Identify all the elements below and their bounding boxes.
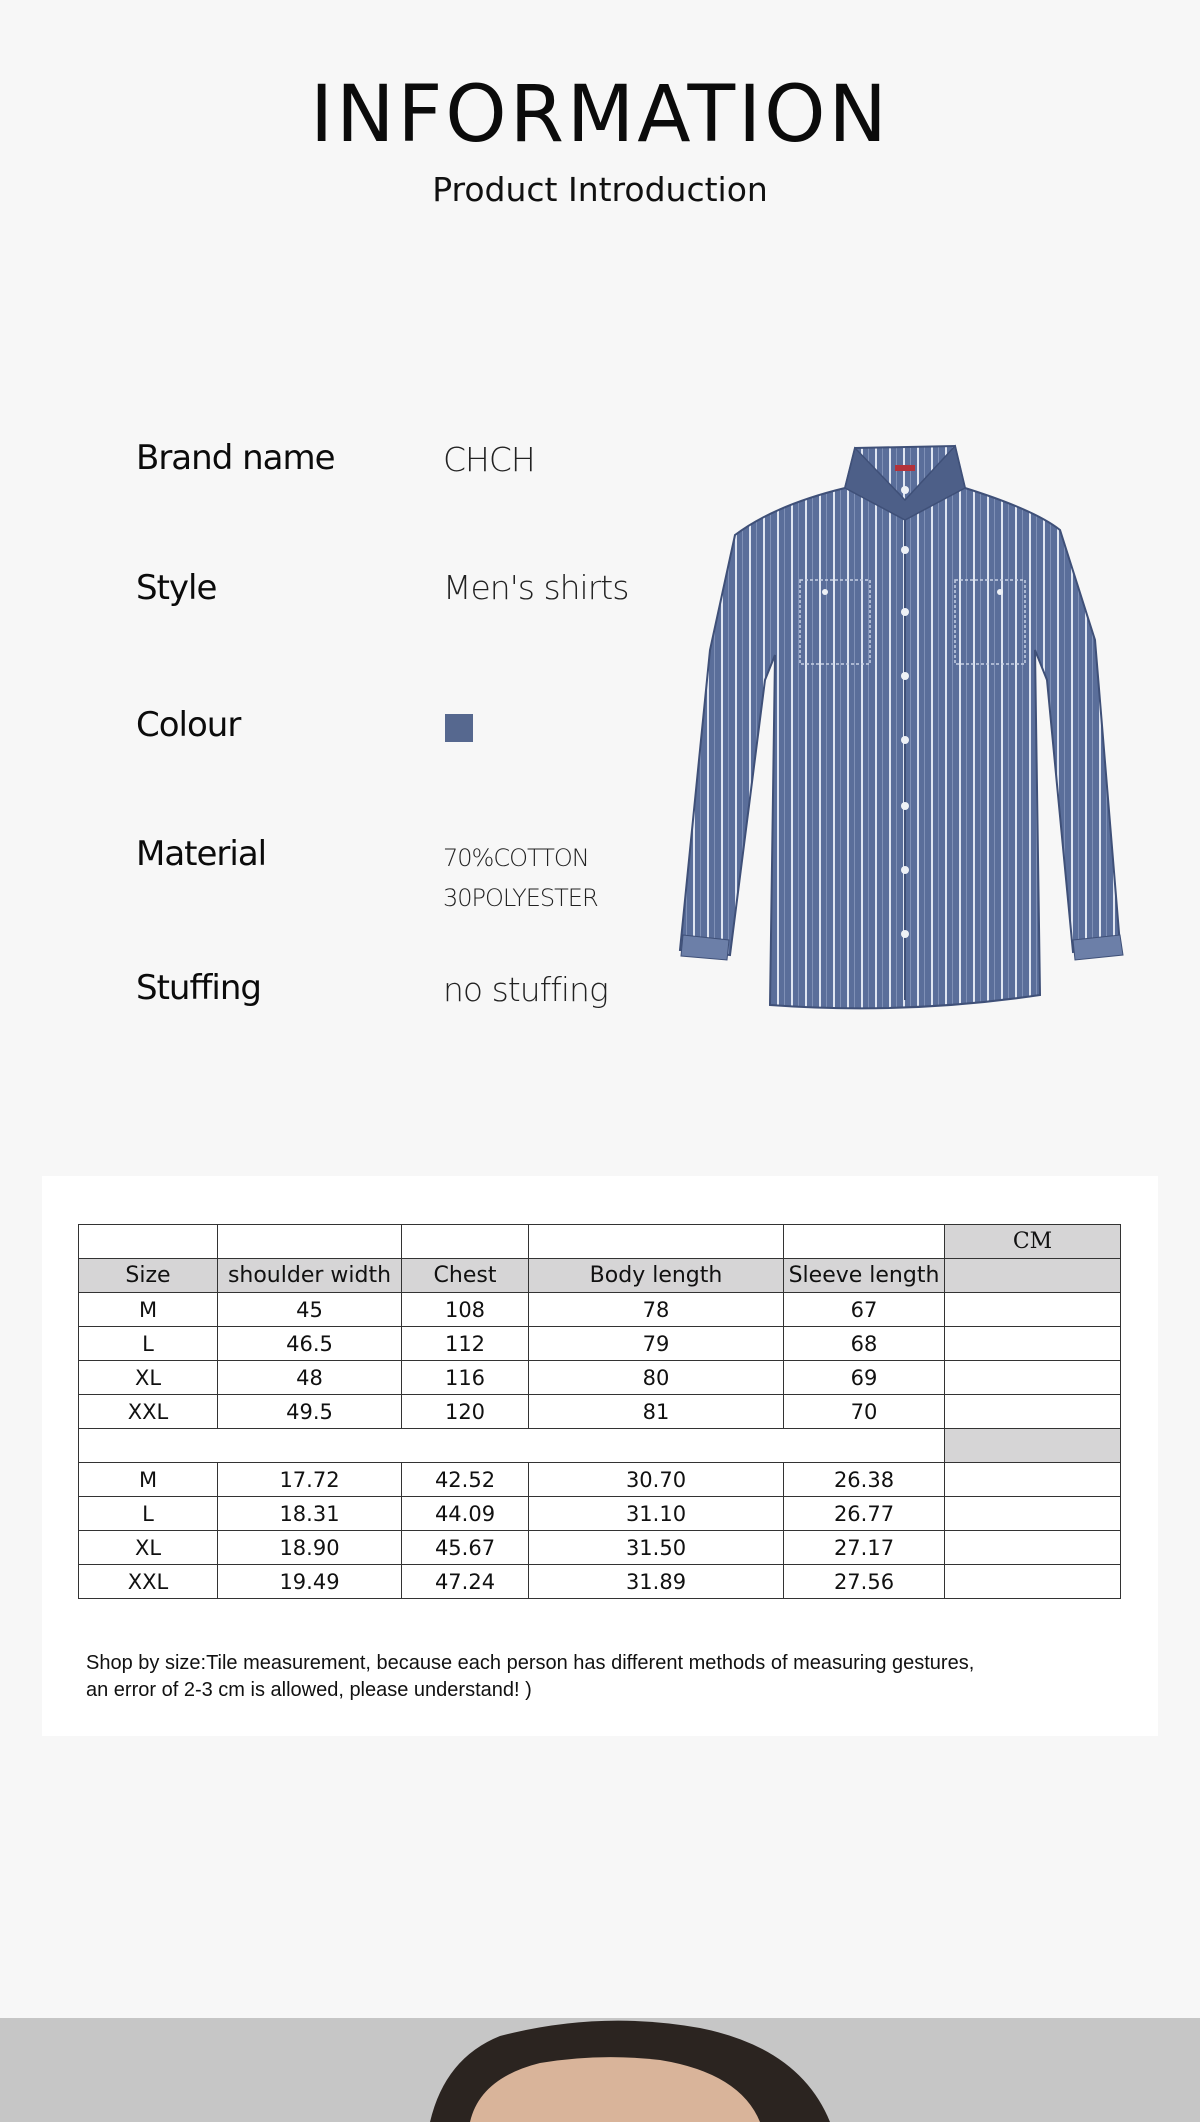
table-cell: M [79, 1293, 218, 1327]
header-body-length: Body length [529, 1259, 784, 1293]
table-row [79, 1531, 1121, 1565]
table-row [79, 1395, 1121, 1429]
style-label: Style [136, 568, 217, 608]
table-cell: 18.31 [218, 1497, 402, 1531]
table-cell: XL [79, 1531, 218, 1565]
material-label: Material [136, 834, 267, 874]
table-row [79, 1497, 1121, 1531]
table-cell: 26.77 [784, 1497, 945, 1531]
table-row [79, 1293, 1121, 1327]
table-cell: XL [79, 1361, 218, 1395]
brand-label: Brand name [136, 438, 335, 478]
colour-swatch [445, 714, 473, 742]
table-cell: 26.38 [784, 1463, 945, 1497]
header-chest: Chest [402, 1259, 529, 1293]
material-line-1: 70%COTTON [443, 844, 589, 872]
material-value [443, 838, 598, 918]
style-value: Men's shirts [443, 568, 629, 607]
stuffing-label: Stuffing [136, 968, 261, 1008]
unit-row [79, 1225, 1121, 1259]
stuffing-value: no stuffing [443, 970, 608, 1009]
size-chart-card [42, 1176, 1158, 1736]
table-cell: 108 [402, 1293, 529, 1327]
header-sleeve-length: Sleeve length [784, 1259, 945, 1293]
size-note-line-2: an error of 2-3 cm is allowed, please understand! ) [86, 1679, 532, 1701]
shirt-image [665, 440, 1145, 1010]
table-cell: 19.49 [218, 1565, 402, 1599]
table-cell: L [79, 1327, 218, 1361]
table-cell: 112 [402, 1327, 529, 1361]
divider-row [79, 1429, 1121, 1463]
header-row [79, 1259, 1121, 1293]
table-cell: 30.70 [529, 1463, 784, 1497]
material-line-2: 30POLYESTER [443, 884, 598, 912]
table-cell: 120 [402, 1395, 529, 1429]
model-photo [0, 2018, 1200, 2122]
colour-label: Colour [136, 705, 241, 745]
table-cell: 81 [529, 1395, 784, 1429]
table-cell: 31.89 [529, 1565, 784, 1599]
table-cell: 80 [529, 1361, 784, 1395]
table-cell: 46.5 [218, 1327, 402, 1361]
header-shoulder: shoulder width [218, 1259, 402, 1293]
table-cell: 79 [529, 1327, 784, 1361]
table-cell: 67 [784, 1293, 945, 1327]
table-cell: 78 [529, 1293, 784, 1327]
table-cell: L [79, 1497, 218, 1531]
size-chart-table [78, 1224, 1121, 1599]
table-cell: 70 [784, 1395, 945, 1429]
size-note-line-1: Shop by size:Tile measurement, because each person has different methods of measuring gestures, [86, 1652, 975, 1674]
header-size: Size [79, 1259, 218, 1293]
table-cell: 27.17 [784, 1531, 945, 1565]
table-cell: 45.67 [402, 1531, 529, 1565]
table-row [79, 1565, 1121, 1599]
table-cell: 27.56 [784, 1565, 945, 1599]
table-cell: XXL [79, 1395, 218, 1429]
table-cell: 31.10 [529, 1497, 784, 1531]
table-cell: 44.09 [402, 1497, 529, 1531]
table-cell: 42.52 [402, 1463, 529, 1497]
size-note [86, 1650, 974, 1704]
table-cell: XXL [79, 1565, 218, 1599]
table-cell: 45 [218, 1293, 402, 1327]
table-cell: 17.72 [218, 1463, 402, 1497]
table-row [79, 1463, 1121, 1497]
table-cell: 18.90 [218, 1531, 402, 1565]
table-row [79, 1361, 1121, 1395]
table-cell: 47.24 [402, 1565, 529, 1599]
page-title: INFORMATION [310, 70, 890, 160]
table-cell: 69 [784, 1361, 945, 1395]
unit-label: CM [945, 1225, 1121, 1259]
brand-value: CHCH [443, 440, 535, 479]
table-cell: 31.50 [529, 1531, 784, 1565]
page-subtitle: Product Introduction [432, 170, 768, 209]
table-cell: 49.5 [218, 1395, 402, 1429]
table-cell: M [79, 1463, 218, 1497]
table-row [79, 1327, 1121, 1361]
table-cell: 116 [402, 1361, 529, 1395]
table-cell: 68 [784, 1327, 945, 1361]
table-cell: 48 [218, 1361, 402, 1395]
